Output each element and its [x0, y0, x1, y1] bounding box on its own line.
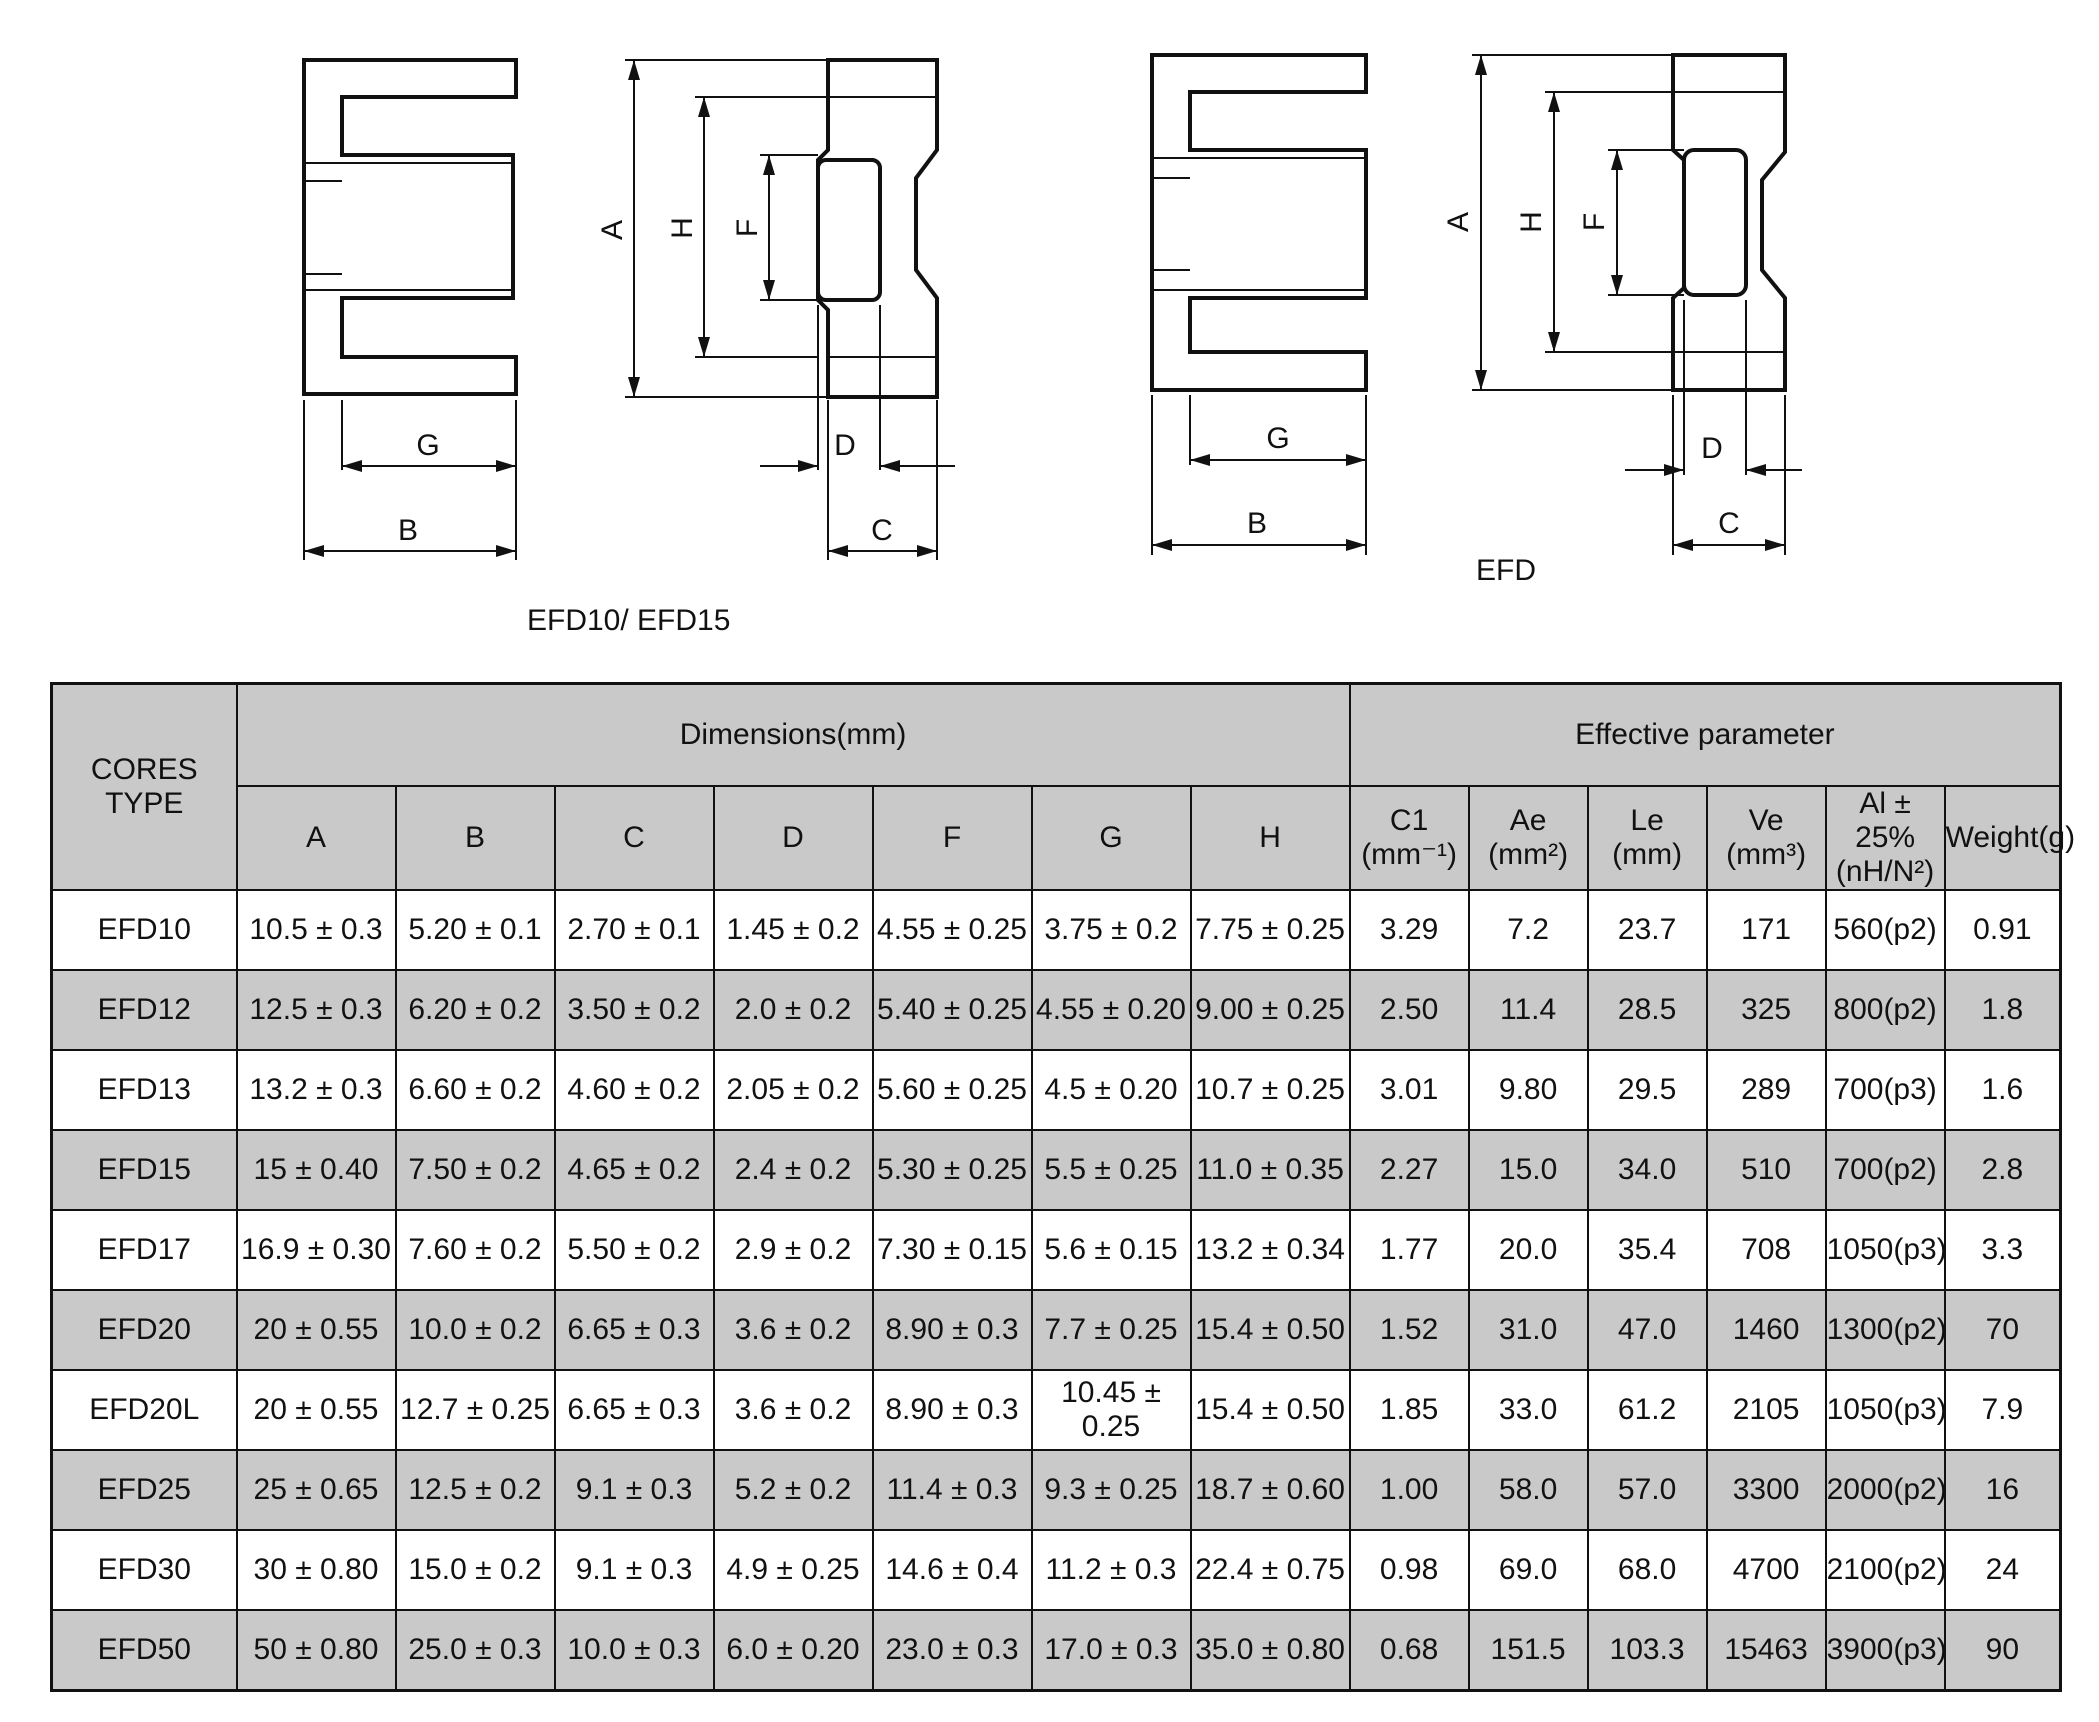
cell-c: 6.65 ± 0.3 [555, 1290, 714, 1370]
col-header-weight: Weight(g) [1945, 786, 2061, 890]
cell-ve: 3300 [1707, 1450, 1826, 1530]
cell-d: 6.0 ± 0.20 [714, 1610, 873, 1691]
col-header-g: G [1032, 786, 1191, 890]
cell-f: 8.90 ± 0.3 [873, 1290, 1032, 1370]
cell-ae: 58.0 [1469, 1450, 1588, 1530]
cell-al: 560(p2) [1826, 890, 1945, 970]
table-row [52, 970, 2061, 1050]
cell-le: 47.0 [1588, 1290, 1707, 1370]
cell-h: 35.0 ± 0.80 [1191, 1610, 1350, 1691]
cell-ae: 69.0 [1469, 1530, 1588, 1610]
dim-label-f: F [731, 218, 764, 238]
cell-b: 7.60 ± 0.2 [396, 1210, 555, 1290]
efd10-side-view [304, 60, 516, 560]
cell-a: 16.9 ± 0.30 [237, 1210, 396, 1290]
spec-table [50, 682, 2076, 1692]
cell-ae: 33.0 [1469, 1370, 1588, 1450]
cell-ae: 31.0 [1469, 1290, 1588, 1370]
dim-label-h: H [666, 217, 699, 239]
table-row [52, 1530, 2061, 1610]
cell-c1: 0.68 [1350, 1610, 1469, 1691]
right-figure-caption: EFD [1476, 554, 1536, 587]
cell-al: 1300(p2) [1826, 1290, 1945, 1370]
cell-g: 3.75 ± 0.2 [1032, 890, 1191, 970]
col-header-c1-name: C1 [1389, 804, 1429, 837]
cell-h: 11.0 ± 0.35 [1191, 1130, 1350, 1210]
cell-c: 10.0 ± 0.3 [555, 1610, 714, 1691]
efd-end-view [1442, 55, 1802, 555]
col-header-le [1588, 786, 1707, 890]
col-header-f: F [873, 786, 1032, 890]
cell-h: 15.4 ± 0.50 [1191, 1370, 1350, 1450]
cell-d: 2.0 ± 0.2 [714, 970, 873, 1050]
cell-c: 9.1 ± 0.3 [555, 1530, 714, 1610]
cell-le: 29.5 [1588, 1050, 1707, 1130]
cell-f: 8.90 ± 0.3 [873, 1370, 1032, 1450]
cell-ve: 325 [1707, 970, 1826, 1050]
cell-al: 3900(p3) [1826, 1610, 1945, 1691]
cell-type: EFD25 [52, 1450, 237, 1530]
cell-g: 9.3 ± 0.25 [1032, 1450, 1191, 1530]
cell-d: 3.6 ± 0.2 [714, 1370, 873, 1450]
cell-c1: 2.50 [1350, 970, 1469, 1050]
table-row [52, 1450, 2061, 1530]
cell-c1: 2.27 [1350, 1130, 1469, 1210]
cell-c1: 1.00 [1350, 1450, 1469, 1530]
cell-le: 103.3 [1588, 1610, 1707, 1691]
cell-type: EFD30 [52, 1530, 237, 1610]
effective-group-header: Effective parameter [1350, 684, 2061, 787]
cell-f: 4.55 ± 0.25 [873, 890, 1032, 970]
cell-c: 2.70 ± 0.1 [555, 890, 714, 970]
dim-label-b-right: B [1246, 507, 1268, 540]
cell-a: 10.5 ± 0.3 [237, 890, 396, 970]
table-row [52, 1370, 2061, 1450]
col-header-ve [1707, 786, 1826, 890]
cell-w: 2.8 [1945, 1130, 2061, 1210]
dimensions-group-header: Dimensions(mm) [237, 684, 1350, 787]
cell-ve: 1460 [1707, 1290, 1826, 1370]
cell-d: 5.2 ± 0.2 [714, 1450, 873, 1530]
core-drawings [0, 0, 2099, 660]
cell-c: 4.65 ± 0.2 [555, 1130, 714, 1210]
cell-c1: 1.85 [1350, 1370, 1469, 1450]
cell-ve: 2105 [1707, 1370, 1826, 1450]
col-header-le-unit: (mm) [1612, 838, 1683, 871]
cell-c1: 0.98 [1350, 1530, 1469, 1610]
cell-le: 23.7 [1588, 890, 1707, 970]
col-header-ve-unit: (mm³) [1726, 838, 1807, 871]
col-header-ae-name: Ae [1509, 804, 1547, 837]
cell-c1: 1.52 [1350, 1290, 1469, 1370]
cell-le: 34.0 [1588, 1130, 1707, 1210]
cell-b: 12.7 ± 0.25 [396, 1370, 555, 1450]
cell-c1: 3.29 [1350, 890, 1469, 970]
cell-type: EFD20 [52, 1290, 237, 1370]
cell-a: 13.2 ± 0.3 [237, 1050, 396, 1130]
cell-ve: 15463 [1707, 1610, 1826, 1691]
cell-c: 5.50 ± 0.2 [555, 1210, 714, 1290]
cell-w: 1.8 [1945, 970, 2061, 1050]
cell-le: 28.5 [1588, 970, 1707, 1050]
cell-w: 70 [1945, 1290, 2061, 1370]
dim-label-c: C [871, 514, 893, 547]
cell-ve: 4700 [1707, 1530, 1826, 1610]
table-row [52, 1610, 2061, 1691]
cell-a: 20 ± 0.55 [237, 1290, 396, 1370]
cell-al: 1050(p3) [1826, 1370, 1945, 1450]
cell-a: 12.5 ± 0.3 [237, 970, 396, 1050]
cell-d: 2.05 ± 0.2 [714, 1050, 873, 1130]
cell-ae: 11.4 [1469, 970, 1588, 1050]
cell-d: 2.4 ± 0.2 [714, 1130, 873, 1210]
cell-type: EFD12 [52, 970, 237, 1050]
cell-c1: 1.77 [1350, 1210, 1469, 1290]
dim-label-h-right: H [1515, 211, 1548, 233]
cell-f: 7.30 ± 0.15 [873, 1210, 1032, 1290]
col-header-h: H [1191, 786, 1350, 890]
cell-f: 5.40 ± 0.25 [873, 970, 1032, 1050]
cell-a: 25 ± 0.65 [237, 1450, 396, 1530]
col-header-c: C [555, 786, 714, 890]
cell-ae: 20.0 [1469, 1210, 1588, 1290]
cell-a: 15 ± 0.40 [237, 1130, 396, 1210]
cell-ve: 510 [1707, 1130, 1826, 1210]
efd-side-view [1152, 55, 1366, 555]
cell-d: 2.9 ± 0.2 [714, 1210, 873, 1290]
table-row [52, 1210, 2061, 1290]
cell-a: 50 ± 0.80 [237, 1610, 396, 1691]
cell-d: 4.9 ± 0.25 [714, 1530, 873, 1610]
cell-g: 11.2 ± 0.3 [1032, 1530, 1191, 1610]
table-row [52, 1130, 2061, 1210]
cell-f: 11.4 ± 0.3 [873, 1450, 1032, 1530]
cell-d: 3.6 ± 0.2 [714, 1290, 873, 1370]
col-header-ae [1469, 786, 1588, 890]
cell-al: 700(p3) [1826, 1050, 1945, 1130]
cell-ve: 289 [1707, 1050, 1826, 1130]
cell-le: 68.0 [1588, 1530, 1707, 1610]
cell-a: 20 ± 0.55 [237, 1370, 396, 1450]
cell-a: 30 ± 0.80 [237, 1530, 396, 1610]
col-header-c1-unit: (mm⁻¹) [1361, 838, 1457, 871]
cell-w: 7.9 [1945, 1370, 2061, 1450]
cell-h: 22.4 ± 0.75 [1191, 1530, 1350, 1610]
cell-g: 4.55 ± 0.20 [1032, 970, 1191, 1050]
cell-h: 9.00 ± 0.25 [1191, 970, 1350, 1050]
cell-c: 9.1 ± 0.3 [555, 1450, 714, 1530]
col-header-ve-name: Ve [1748, 804, 1784, 837]
cell-g: 17.0 ± 0.3 [1032, 1610, 1191, 1691]
cell-b: 7.50 ± 0.2 [396, 1130, 555, 1210]
col-header-al-name: Al ± 25% [1855, 787, 1916, 854]
col-header-d: D [714, 786, 873, 890]
cell-c1: 3.01 [1350, 1050, 1469, 1130]
cell-type: EFD15 [52, 1130, 237, 1210]
cell-f: 23.0 ± 0.3 [873, 1610, 1032, 1691]
dim-label-a-right: A [1442, 211, 1475, 233]
cell-c: 4.60 ± 0.2 [555, 1050, 714, 1130]
col-header-a: A [237, 786, 396, 890]
cell-b: 15.0 ± 0.2 [396, 1530, 555, 1610]
left-figure-caption: EFD10/ EFD15 [527, 604, 731, 637]
table-row [52, 1290, 2061, 1370]
cell-ve: 171 [1707, 890, 1826, 970]
cell-ve: 708 [1707, 1210, 1826, 1290]
cell-al: 800(p2) [1826, 970, 1945, 1050]
cell-b: 25.0 ± 0.3 [396, 1610, 555, 1691]
cell-d: 1.45 ± 0.2 [714, 890, 873, 970]
dim-label-f-right: F [1578, 212, 1611, 232]
cell-al: 700(p2) [1826, 1130, 1945, 1210]
cell-f: 5.60 ± 0.25 [873, 1050, 1032, 1130]
dim-label-g-right: G [1266, 422, 1290, 455]
cell-ae: 151.5 [1469, 1610, 1588, 1691]
cell-ae: 15.0 [1469, 1130, 1588, 1210]
table-row [52, 1050, 2061, 1130]
col-header-le-name: Le [1630, 804, 1664, 837]
cell-al: 2000(p2) [1826, 1450, 1945, 1530]
cell-b: 5.20 ± 0.1 [396, 890, 555, 970]
cell-f: 14.6 ± 0.4 [873, 1530, 1032, 1610]
cell-type: EFD20L [52, 1370, 237, 1450]
cell-le: 61.2 [1588, 1370, 1707, 1450]
cell-al: 1050(p3) [1826, 1210, 1945, 1290]
cell-w: 3.3 [1945, 1210, 2061, 1290]
col-header-al [1826, 786, 1945, 890]
cell-le: 57.0 [1588, 1450, 1707, 1530]
cell-c: 6.65 ± 0.3 [555, 1370, 714, 1450]
cell-w: 1.6 [1945, 1050, 2061, 1130]
cell-g: 5.6 ± 0.15 [1032, 1210, 1191, 1290]
cell-h: 13.2 ± 0.34 [1191, 1210, 1350, 1290]
cell-h: 18.7 ± 0.60 [1191, 1450, 1350, 1530]
cell-b: 10.0 ± 0.2 [396, 1290, 555, 1370]
cell-h: 10.7 ± 0.25 [1191, 1050, 1350, 1130]
cell-w: 0.91 [1945, 890, 2061, 970]
cell-type: EFD13 [52, 1050, 237, 1130]
cell-w: 24 [1945, 1530, 2061, 1610]
table-body [52, 890, 2061, 1691]
cell-type: EFD10 [52, 890, 237, 970]
table-row [52, 890, 2061, 970]
col-header-al-unit: (nH/N²) [1835, 855, 1935, 888]
cell-w: 16 [1945, 1450, 2061, 1530]
cell-ae: 7.2 [1469, 890, 1588, 970]
dim-label-c-right: C [1718, 507, 1740, 540]
cell-ae: 9.80 [1469, 1050, 1588, 1130]
cell-c: 3.50 ± 0.2 [555, 970, 714, 1050]
cell-type: EFD17 [52, 1210, 237, 1290]
cell-al: 2100(p2) [1826, 1530, 1945, 1610]
dim-label-a: A [596, 219, 629, 241]
cell-g: 10.45 ± 0.25 [1032, 1370, 1191, 1450]
dim-label-d: D [834, 429, 856, 462]
cell-le: 35.4 [1588, 1210, 1707, 1290]
cores-type-header: CORES TYPE [52, 684, 237, 891]
dim-label-d-right: D [1701, 432, 1723, 465]
cell-type: EFD50 [52, 1610, 237, 1691]
cell-f: 5.30 ± 0.25 [873, 1130, 1032, 1210]
cell-b: 12.5 ± 0.2 [396, 1450, 555, 1530]
cell-w: 90 [1945, 1610, 2061, 1691]
col-header-b: B [396, 786, 555, 890]
cell-b: 6.60 ± 0.2 [396, 1050, 555, 1130]
cell-g: 7.7 ± 0.25 [1032, 1290, 1191, 1370]
dim-label-b: B [397, 514, 419, 547]
efd10-end-view [596, 60, 955, 560]
col-header-c1 [1350, 786, 1469, 890]
cell-g: 5.5 ± 0.25 [1032, 1130, 1191, 1210]
cell-h: 7.75 ± 0.25 [1191, 890, 1350, 970]
dim-label-g: G [416, 429, 440, 462]
cell-b: 6.20 ± 0.2 [396, 970, 555, 1050]
col-header-ae-unit: (mm²) [1488, 838, 1569, 871]
cell-h: 15.4 ± 0.50 [1191, 1290, 1350, 1370]
cell-g: 4.5 ± 0.20 [1032, 1050, 1191, 1130]
